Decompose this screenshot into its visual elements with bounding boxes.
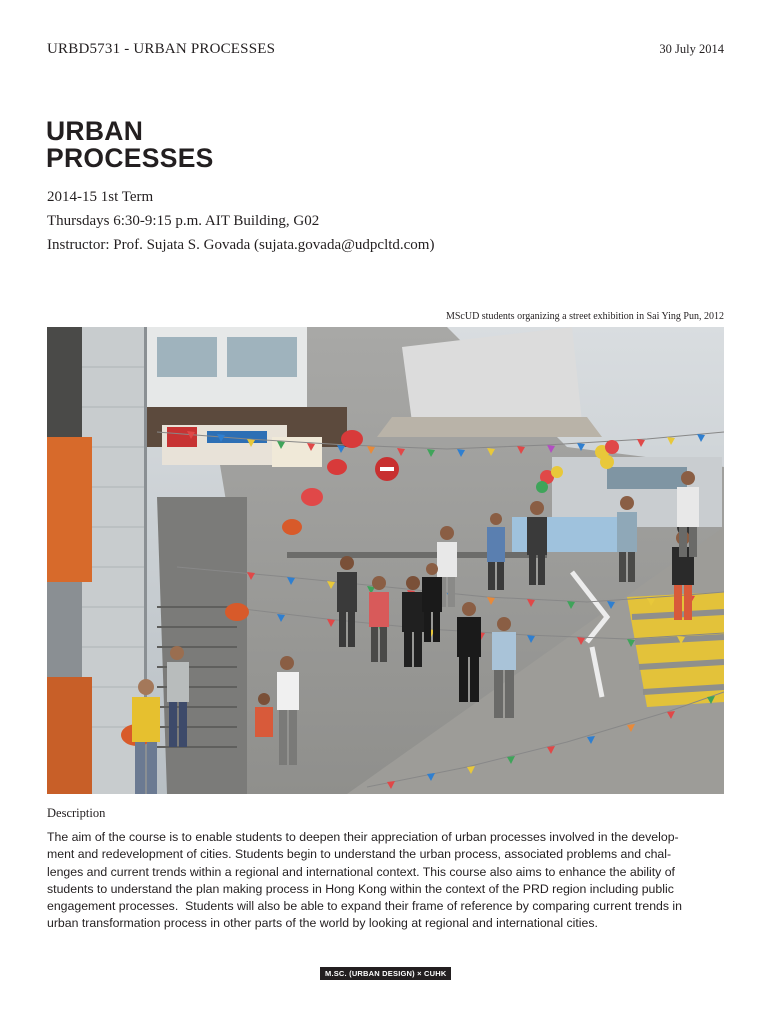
schedule: Thursdays 6:30-9:15 p.m. AIT Building, G02 [47, 213, 320, 229]
instructor: Instructor: Prof. Sujata S. Govada (sujata.govada@udpcltd.com) [47, 237, 435, 253]
street-exhibition-photo [47, 327, 724, 794]
photo-caption: MScUD students organizing a street exhibition in Sai Ying Pun, 2012 [445, 311, 724, 322]
course-meta [47, 185, 434, 257]
description-line-5: engagement processes. Students will also be able to expand their frame of reference by comparing current trends in [47, 899, 683, 914]
description-line-2: ment and redevelopment of cities. Students begin to understand the urban process, associated problems and chal- [47, 847, 672, 862]
description-line-3: lenges and current trends within a regional and international context. This course also aims to enhance the ability of [47, 864, 675, 879]
term: 2014-15 1st Term [47, 189, 154, 205]
title-line-2: PROCESSES [46, 143, 214, 173]
document-date: 30 July 2014 [659, 42, 724, 56]
footer-badge: M.SC. (URBAN DESIGN) × CUHK [320, 967, 451, 980]
course-code: URBD5731 - URBAN PROCESSES [47, 41, 276, 57]
page-title [46, 118, 214, 172]
description-heading: Description [47, 806, 106, 820]
description-line-6: urban transformation process in other parts of the world by looking at regional and international cities. [47, 916, 598, 931]
title-line-1: URBAN [46, 116, 144, 146]
description-line-4: students to understand the plan making process in Hong Kong within the context of the PRD region including public [47, 881, 674, 896]
description-line-1: The aim of the course is to enable students to deepen their appreciation of urban processes involved in the develop- [47, 830, 679, 844]
description-body [47, 829, 727, 933]
